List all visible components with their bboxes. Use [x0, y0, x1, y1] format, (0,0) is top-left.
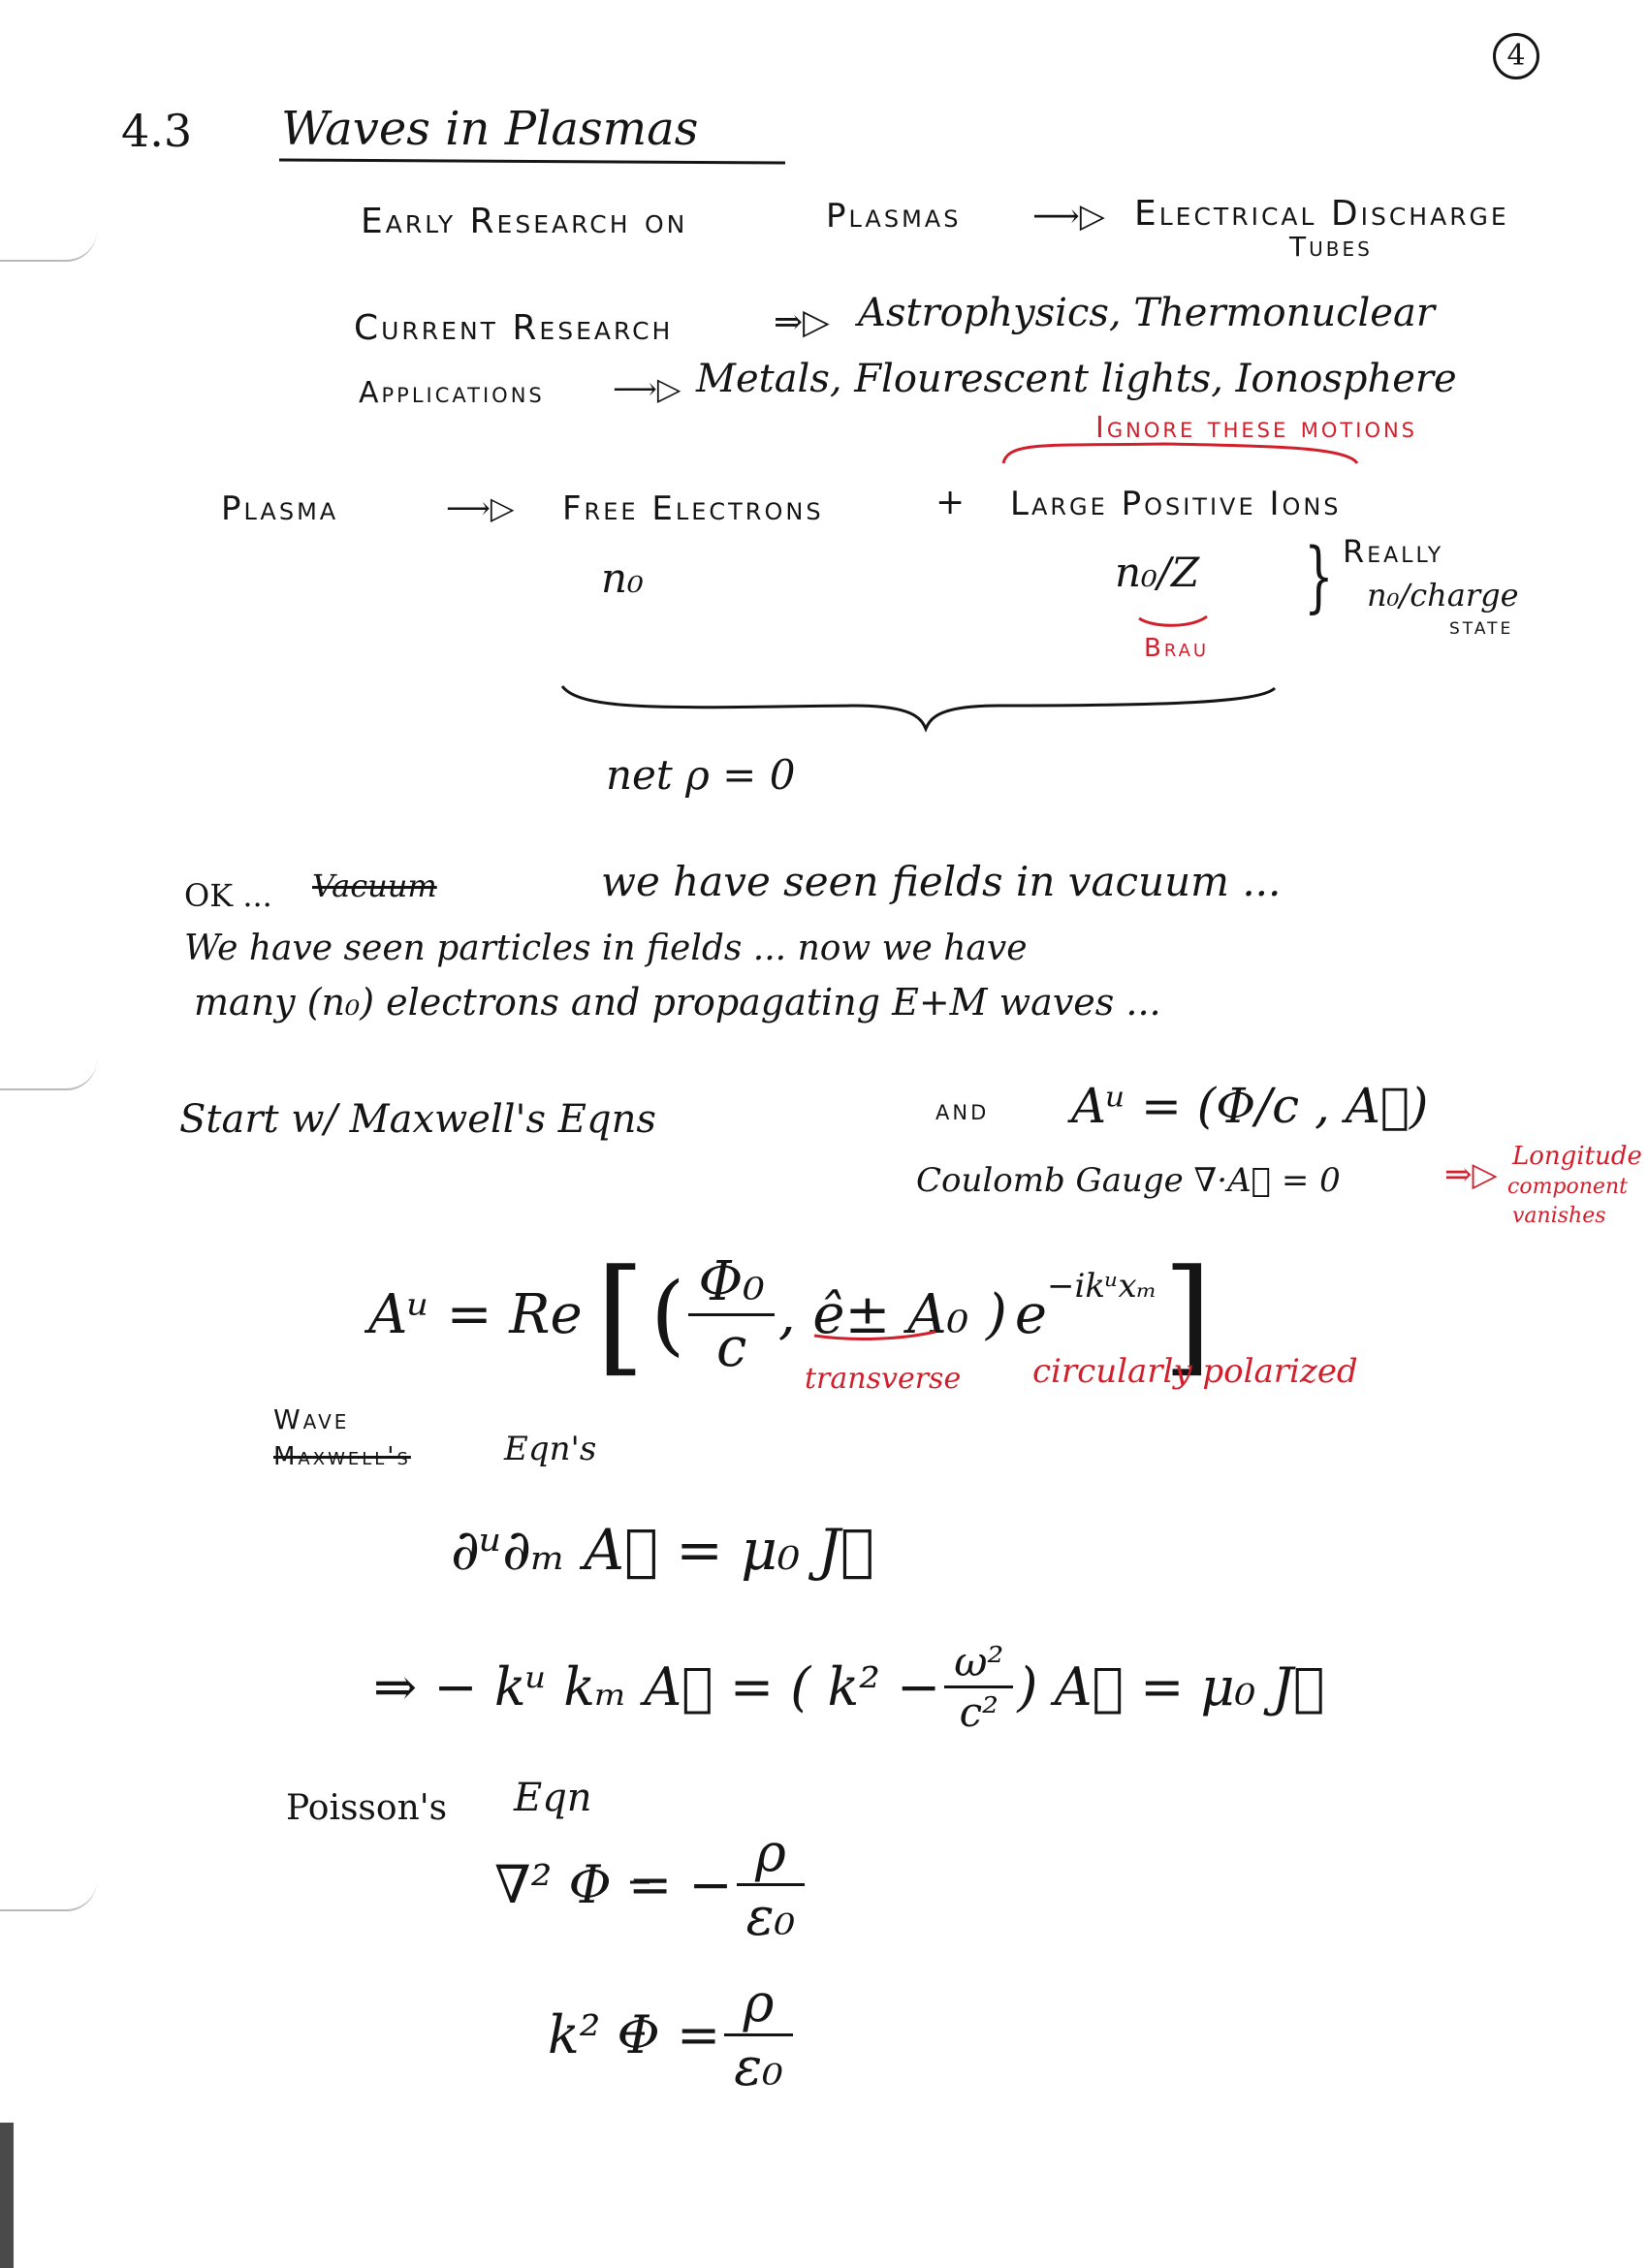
vanishes-annotation: vanishes [1512, 1204, 1606, 1228]
title-underline [279, 160, 785, 163]
double-arrow-icon: ⇒▷ [1444, 1155, 1498, 1194]
component-annotation: component [1507, 1175, 1628, 1199]
start-and: and [935, 1093, 990, 1127]
eq2-left: ⇒ − kᵘ kₘ A⃗ = ( k² − [373, 1656, 941, 1717]
early-subject: Plasmas [826, 197, 962, 236]
close-bracket: ] [1162, 1241, 1213, 1389]
para-ok: OK ... [184, 877, 272, 914]
under-brace [562, 686, 1275, 729]
poisson-eqn-label: Eqn [514, 1776, 592, 1820]
electron-density: n₀ [601, 554, 644, 602]
expansion-rest: , ê± A₀ ) [777, 1283, 1007, 1346]
wave-label: Wave [273, 1403, 350, 1435]
applications-label: Applications [359, 376, 545, 410]
fourier-poisson-equation [548, 1972, 797, 2097]
circular-polarized-annotation: circularly polarized [1032, 1352, 1358, 1391]
maxwell-struck: Maxwell's [273, 1442, 411, 1471]
poisson-lhs: ∇² Φ = − [494, 1854, 733, 1915]
early-research-label: Early Research on [361, 202, 688, 241]
punch-hole-mark [0, 1059, 97, 1090]
right-brace: } [1304, 531, 1334, 621]
rho: ρ [724, 1972, 793, 2036]
plasma-label: Plasma [221, 489, 339, 528]
rho: ρ [737, 1822, 806, 1886]
epsilon0: ε₀ [745, 1886, 796, 1947]
applications-items: Metals, Flourescent lights, Ionosphere [696, 357, 1457, 401]
rho-over-epsilon [737, 1822, 806, 1947]
coulomb-gauge: Coulomb Gauge ∇·A⃗ = 0 [916, 1161, 1341, 1200]
z-underline [1139, 616, 1207, 625]
exponent: −ikᵘxₘ [1046, 1266, 1157, 1306]
positive-ions-label: Large Positive Ions [1010, 485, 1342, 523]
para-line1: we have seen fields in vacuum ... [601, 858, 1282, 905]
omega-squared: ω² [944, 1638, 1013, 1688]
arrow-icon: ⟶▷ [1032, 197, 1105, 236]
brau-annotation: Brau [1144, 634, 1210, 663]
page-number: 4 [1493, 33, 1539, 79]
rho-over-epsilon [724, 1972, 793, 2097]
section-title: Waves in Plasmas [281, 102, 699, 156]
open-bracket: [ [595, 1241, 646, 1389]
eq2-right: ) A⃗ = μ₀ J⃗ [1017, 1656, 1325, 1717]
poisson-label: Poisson's [286, 1788, 448, 1828]
arrow-icon: ⟶▷ [613, 370, 681, 407]
longitude-annotation: Longitude [1512, 1142, 1642, 1171]
c: c [715, 1316, 747, 1379]
poisson-equation [494, 1822, 808, 1947]
punch-hole-mark [0, 1880, 97, 1911]
fourier-lhs: k² Φ = [548, 2004, 721, 2065]
current-research-items: Astrophysics, Thermonuclear [858, 291, 1435, 335]
phi0: Φ₀ [688, 1250, 774, 1316]
para-line2: We have seen particles in fields ... now we have [184, 929, 1028, 968]
wave-equation-1: ∂ᵘ∂ₘ A⃗ = μ₀ J⃗ [451, 1517, 874, 1583]
para-line3: many (n₀) electrons and propagating E+M waves ... [194, 981, 1161, 1024]
plus-sign: + [935, 483, 966, 522]
expansion-lhs: Aᵘ = Re [368, 1283, 583, 1346]
scan-edge-stripe [0, 2123, 14, 2268]
phi-over-c [688, 1250, 774, 1379]
epsilon0: ε₀ [734, 2036, 783, 2097]
early-target-line2: Tubes [1289, 231, 1373, 263]
current-research-label: Current Research [354, 308, 674, 348]
para-struck-word: Vacuum [312, 867, 437, 904]
open-paren: ( [650, 1263, 685, 1366]
start-text: Start w/ Maxwell's Eqns [179, 1097, 656, 1142]
four-potential: Aᵘ = (Φ/c , A⃗) [1071, 1078, 1429, 1134]
really-state: state [1449, 613, 1514, 640]
free-electrons-label: Free Electrons [562, 489, 824, 528]
ions-bracket [1003, 444, 1357, 463]
ignore-annotation: Ignore these motions [1095, 411, 1418, 445]
punch-hole-mark [0, 231, 97, 262]
wave-equation-2 [373, 1638, 1325, 1736]
omega-over-c [944, 1638, 1013, 1736]
section-number: 4.3 [121, 105, 193, 157]
c-squared: c² [959, 1688, 998, 1736]
net-charge: net ρ = 0 [606, 751, 796, 799]
arrow-icon: ⟶▷ [446, 489, 515, 526]
exponential: e [1014, 1283, 1047, 1346]
early-target: Electrical Discharge [1134, 194, 1509, 234]
ion-density: n₀/Z [1115, 549, 1200, 596]
really-charge: n₀/charge [1367, 577, 1519, 614]
really-label: Really [1343, 533, 1444, 570]
transverse-annotation: transverse [805, 1362, 962, 1396]
double-arrow-icon: ⇒▷ [774, 302, 830, 342]
eqns-label: Eqn's [504, 1430, 597, 1468]
